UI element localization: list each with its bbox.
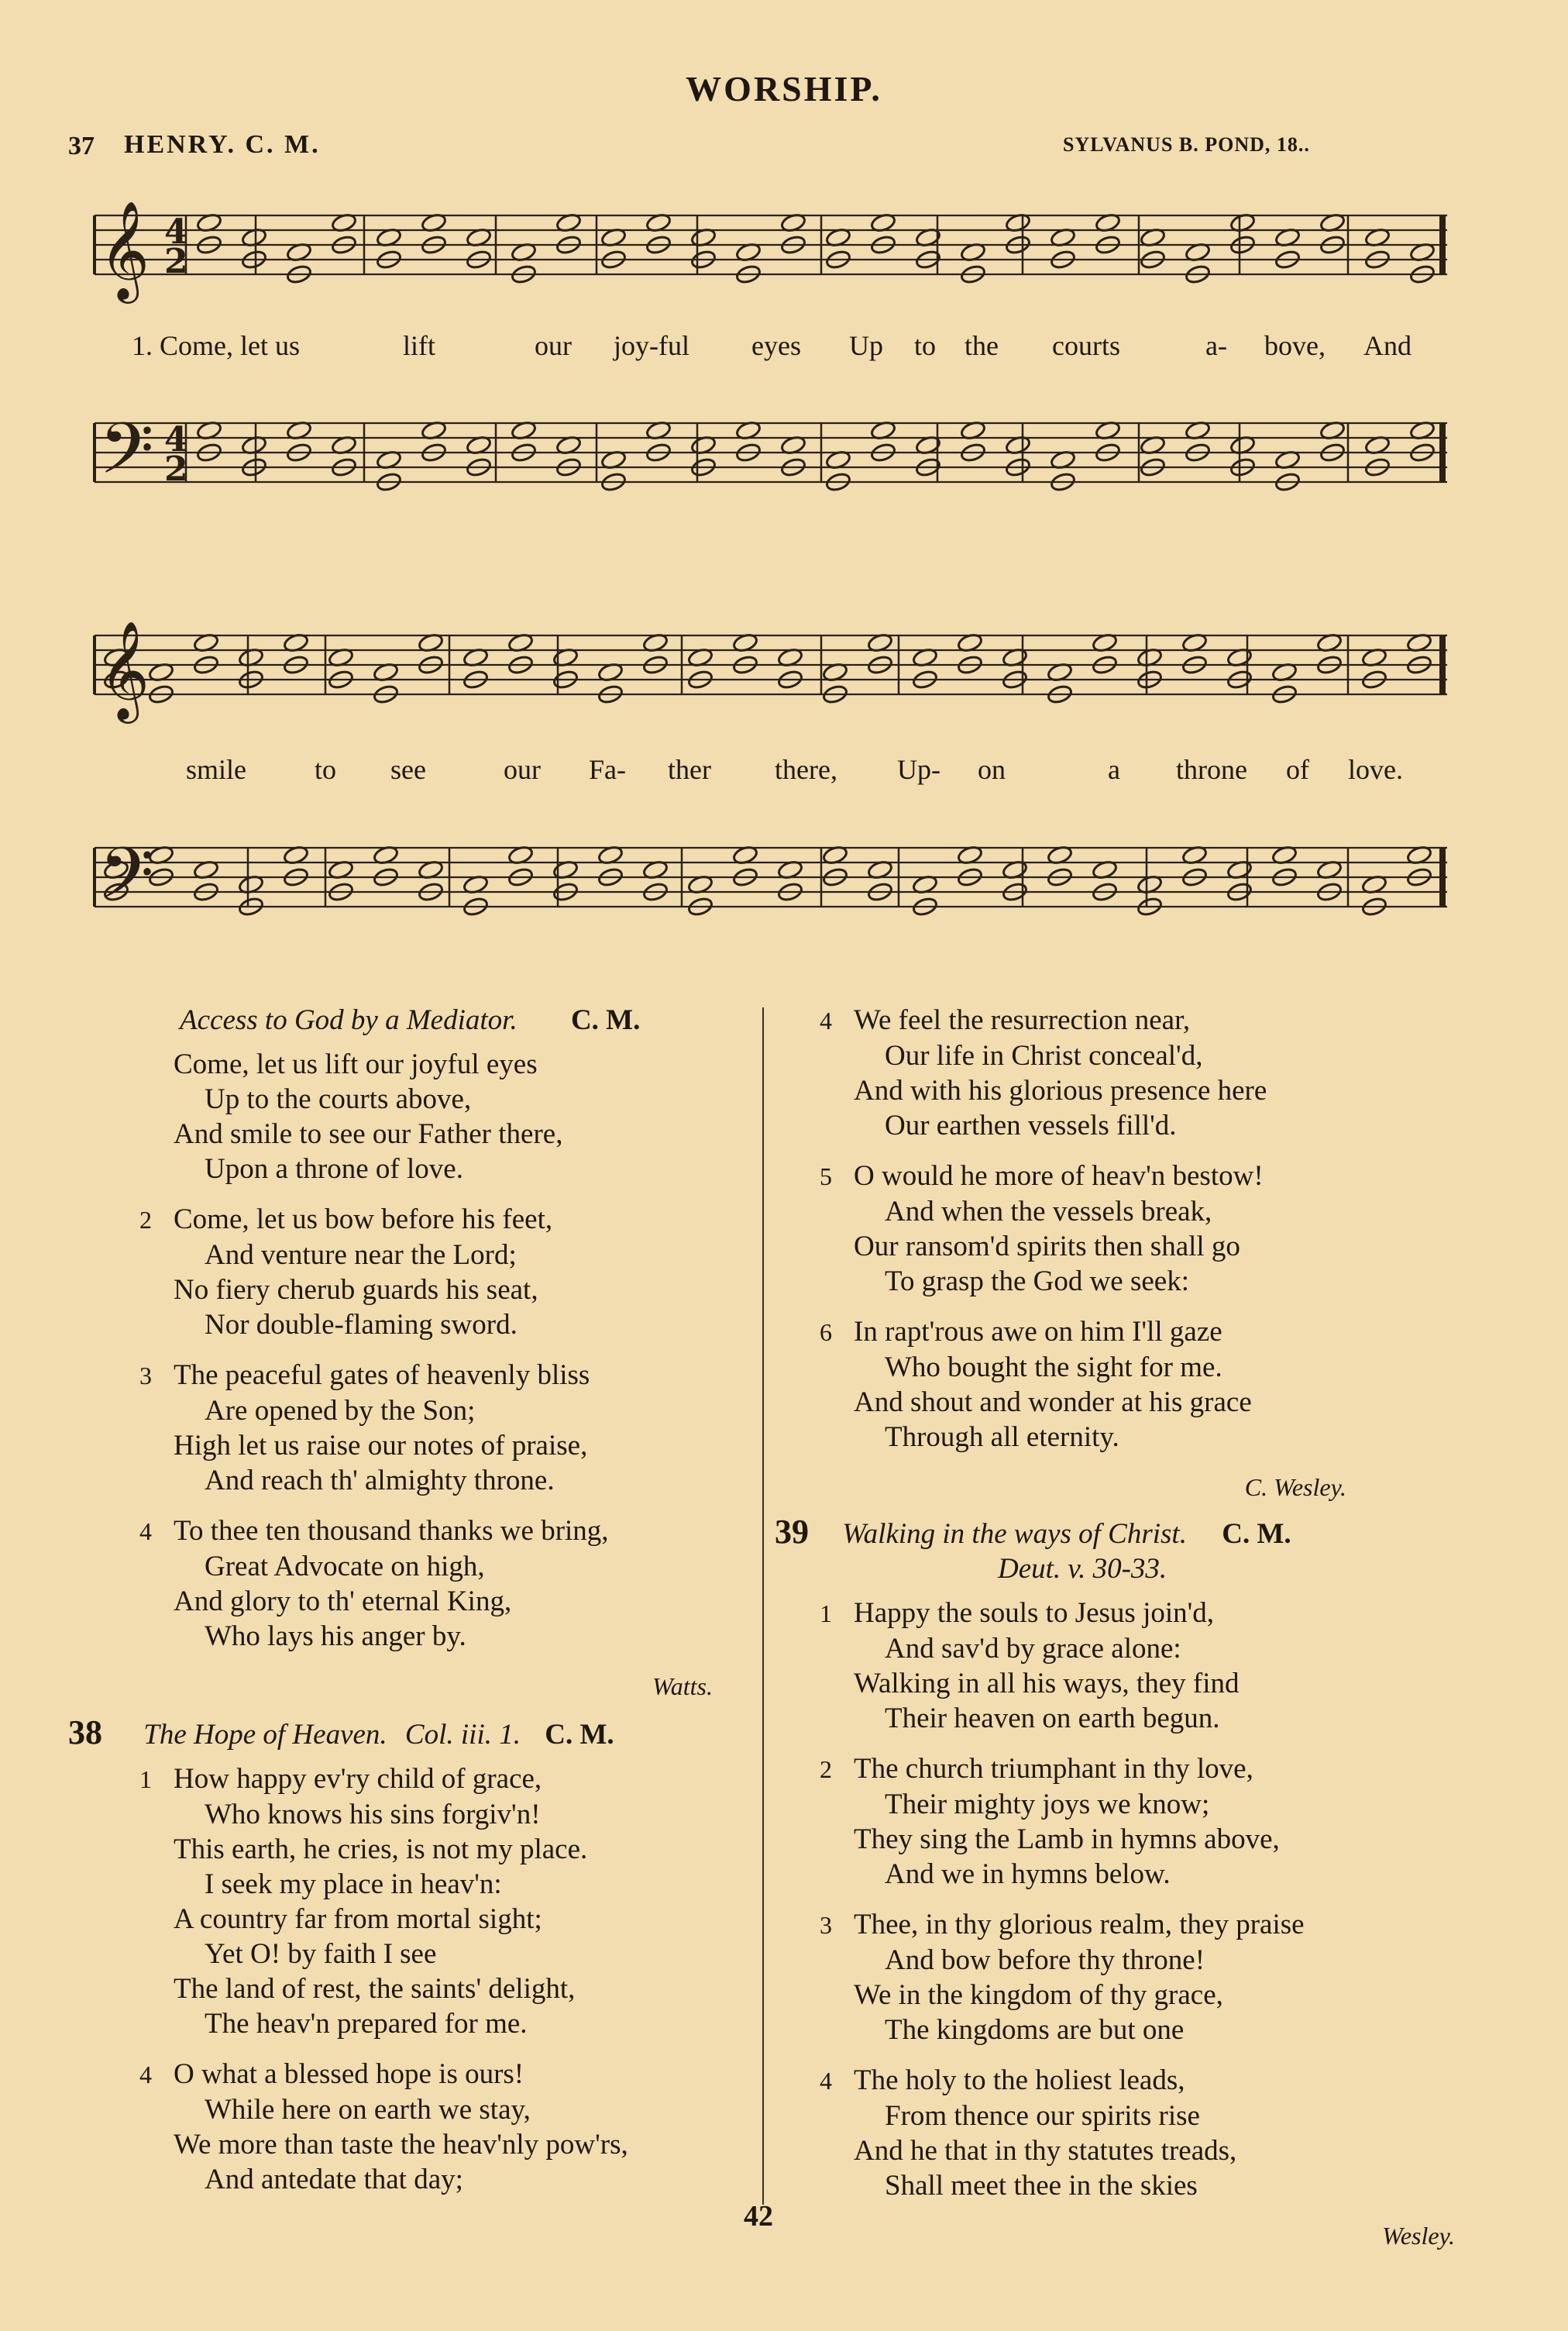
verse-line bbox=[139, 1832, 744, 1867]
lyric-syllable: bove, bbox=[1264, 330, 1326, 361]
verse-text: Happy the souls to Jesus join'd, bbox=[854, 1597, 1215, 1629]
verse-text: The holy to the holiest leads, bbox=[854, 2064, 1185, 2096]
verse-line bbox=[820, 1229, 1517, 1264]
stanza bbox=[820, 1159, 1517, 1299]
verse-text: Through all eternity. bbox=[885, 1421, 1119, 1453]
lyric-syllable: ther bbox=[668, 754, 711, 785]
hymn-meter: C. M. bbox=[545, 1719, 614, 1751]
verse-text: And glory to th' eternal King, bbox=[174, 1586, 512, 1617]
verse-line bbox=[820, 2168, 1517, 2203]
right-column bbox=[775, 1003, 1517, 2254]
verse-line bbox=[820, 1751, 1517, 1787]
stanza bbox=[820, 1907, 1517, 2047]
stanza-gap bbox=[820, 1736, 1517, 1751]
stanza-number: 2 bbox=[820, 1755, 832, 1783]
verse-text: The church triumphant in thy love, bbox=[854, 1753, 1253, 1785]
verse-text: Come, let us lift our joyful eyes bbox=[174, 1048, 538, 1080]
stanza-gap bbox=[820, 2047, 1517, 2063]
lyric-syllable: lift bbox=[403, 330, 435, 361]
verse-text: The kingdoms are but one bbox=[885, 2014, 1185, 2046]
hymn-number: 38 bbox=[68, 1713, 102, 1751]
hymn-reference: Deut. v. 30-33. bbox=[998, 1553, 1167, 1585]
verse-line bbox=[139, 1358, 744, 1393]
verse-line bbox=[820, 2133, 1517, 2168]
staff-lines bbox=[95, 215, 1447, 907]
verse-line bbox=[820, 2013, 1517, 2047]
lyric-syllable: a- bbox=[1205, 330, 1227, 361]
composer: SYLVANUS B. POND, 18.. bbox=[1063, 133, 1310, 156]
stanza bbox=[139, 1513, 744, 1654]
verse-text: Up to the courts above, bbox=[205, 1083, 472, 1115]
verse-line bbox=[139, 2092, 744, 2127]
verse-text: And smile to see our Father there, bbox=[174, 1118, 563, 1150]
verse-text: And shout and wonder at his grace bbox=[854, 1386, 1252, 1418]
hymn-number: 39 bbox=[775, 1513, 809, 1551]
stanza-gap bbox=[139, 1342, 744, 1358]
verse-line bbox=[139, 1937, 744, 1971]
verse-line bbox=[139, 1047, 744, 1082]
stanza bbox=[139, 1047, 744, 1186]
verse-line bbox=[820, 1108, 1517, 1143]
hymn-title: Walking in the ways of Christ. bbox=[842, 1518, 1187, 1550]
verse-line bbox=[820, 1666, 1517, 1701]
lyric-syllable: 1. Come, let us bbox=[132, 330, 300, 361]
lyric-syllable: love. bbox=[1348, 754, 1403, 785]
stanza-number: 5 bbox=[820, 1162, 832, 1190]
lyric-syllable: And bbox=[1363, 330, 1412, 361]
lyric-syllable: Fa- bbox=[589, 754, 626, 785]
stanza-gap bbox=[820, 1143, 1517, 1159]
stanza-gap bbox=[820, 1455, 1517, 1470]
treble-clef: 𝄞 bbox=[99, 200, 150, 299]
bass-clef: 𝄢 bbox=[99, 408, 154, 507]
sheet-music bbox=[0, 0, 1568, 992]
lyric-syllable: to bbox=[315, 754, 337, 785]
verse-text: To grasp the God we seek: bbox=[885, 1265, 1189, 1297]
verse-line bbox=[820, 1631, 1517, 1666]
verse-line bbox=[820, 1038, 1517, 1073]
hymn-attribution: C. Wesley. bbox=[1244, 1473, 1346, 1501]
stanza-number: 1 bbox=[139, 1765, 152, 1793]
verse-text: Come, let us bow before his feet, bbox=[174, 1203, 553, 1235]
left-column bbox=[68, 1003, 744, 2212]
verse-line bbox=[820, 1194, 1517, 1229]
lyric-syllable: smile bbox=[186, 754, 246, 785]
verse-text: Walking in all his ways, they find bbox=[854, 1668, 1240, 1699]
verse-line bbox=[820, 1003, 1517, 1038]
verse-line bbox=[139, 1428, 744, 1463]
verse-line bbox=[820, 1385, 1517, 1420]
notes bbox=[103, 212, 1436, 918]
verse-text: Who lays his anger by. bbox=[205, 1620, 466, 1652]
verse-line bbox=[139, 2057, 744, 2092]
lyric-syllable: courts bbox=[1052, 330, 1120, 361]
verse-line bbox=[820, 2063, 1517, 2099]
lyric-syllable: our bbox=[535, 330, 572, 361]
verse-line bbox=[139, 2162, 744, 2197]
verse-line bbox=[820, 1978, 1517, 2013]
page-title: WORSHIP. bbox=[686, 69, 882, 108]
lyric-syllable: Up- bbox=[897, 754, 940, 785]
stanza bbox=[139, 2057, 744, 2197]
verse-text: We more than taste the heav'nly pow'rs, bbox=[174, 2129, 628, 2161]
verse-text: O what a blessed hope is ours! bbox=[174, 2058, 524, 2090]
verse-line bbox=[139, 1117, 744, 1152]
lyric-syllable: there, bbox=[775, 754, 837, 785]
verse-text: Great Advocate on high, bbox=[205, 1551, 485, 1582]
verse-text: And bow before thy throne! bbox=[885, 1944, 1205, 1976]
hymn-meter: C. M. bbox=[1222, 1518, 1291, 1550]
hymn-stanzas bbox=[820, 1003, 1517, 1470]
verse-line bbox=[139, 1272, 744, 1307]
verse-line bbox=[820, 1314, 1517, 1350]
stanza-number: 2 bbox=[139, 1206, 152, 1234]
treble-clef: 𝄞 bbox=[99, 620, 150, 719]
verse-line bbox=[139, 1902, 744, 1937]
verse-text: Their heaven on earth begun. bbox=[885, 1703, 1220, 1734]
stanza-gap bbox=[820, 1299, 1517, 1314]
verse-line bbox=[820, 1701, 1517, 1736]
lyric-syllable: a bbox=[1108, 754, 1120, 785]
verse-line bbox=[820, 1420, 1517, 1455]
hymn-heading bbox=[139, 1003, 744, 1038]
verse-line bbox=[820, 1264, 1517, 1299]
verse-line bbox=[820, 1073, 1517, 1108]
lyric-syllable: the bbox=[965, 330, 999, 361]
stanza bbox=[139, 1761, 744, 2041]
verse-line bbox=[820, 2099, 1517, 2133]
stanza-gap bbox=[139, 1186, 744, 1202]
verse-text: This earth, he cries, is not my place. bbox=[174, 1833, 588, 1865]
stanza-number: 1 bbox=[820, 1599, 832, 1627]
tune-number: 37 bbox=[68, 132, 95, 160]
verse-text: The land of rest, the saints' delight, bbox=[174, 1973, 576, 2005]
hymn-reference: Col. iii. 1. bbox=[404, 1719, 521, 1751]
time-signature: 2 bbox=[164, 449, 188, 489]
verse-text: Our life in Christ conceal'd, bbox=[885, 1040, 1203, 1072]
hymn-title: The Hope of Heaven. bbox=[143, 1719, 387, 1751]
verse-text: And he that in thy statutes treads, bbox=[854, 2135, 1237, 2167]
verse-line bbox=[139, 1619, 744, 1654]
hymn-stanzas bbox=[139, 1761, 744, 2212]
hymn-heading bbox=[68, 1715, 744, 1752]
verse-text: How happy ev'ry child of grace, bbox=[174, 1763, 542, 1795]
verse-line bbox=[820, 1159, 1517, 1194]
hymn-attribution: Wesley. bbox=[1382, 2222, 1455, 2250]
time-signature: 4 bbox=[164, 212, 188, 252]
lyric-syllable: to bbox=[914, 330, 937, 361]
stanza-gap bbox=[139, 2197, 744, 2212]
verse-line bbox=[139, 2006, 744, 2041]
stanza-number: 3 bbox=[139, 1362, 152, 1389]
stanza-number: 3 bbox=[820, 1911, 832, 1939]
bar-lines bbox=[95, 215, 1442, 907]
lyric-syllable: our bbox=[504, 754, 541, 785]
verse-line bbox=[820, 1943, 1517, 1978]
verse-text: No fiery cherub guards his seat, bbox=[174, 1274, 538, 1306]
verse-text: They sing the Lamb in hymns above, bbox=[854, 1823, 1280, 1855]
stanza-number: 4 bbox=[139, 1517, 152, 1545]
lyric-syllable: see bbox=[390, 754, 426, 785]
verse-text: And with his glorious presence here bbox=[854, 1075, 1267, 1107]
stanza-number: 4 bbox=[139, 2061, 152, 2088]
clefs bbox=[99, 200, 188, 931]
verse-line bbox=[139, 1549, 744, 1584]
stanza-number: 4 bbox=[820, 2067, 832, 2095]
verse-text: Thee, in thy glorious realm, they praise bbox=[854, 1909, 1305, 1940]
stanza bbox=[820, 1314, 1517, 1455]
verse-line bbox=[139, 1393, 744, 1428]
verse-line bbox=[139, 1584, 744, 1619]
lyric-syllable: Up bbox=[849, 330, 883, 361]
verse-text: While here on earth we stay, bbox=[205, 2094, 531, 2126]
verse-text: Who knows his sins forgiv'n! bbox=[205, 1799, 541, 1830]
hymn-attribution: Watts. bbox=[652, 1672, 713, 1700]
hymn-stanzas bbox=[139, 1047, 744, 1669]
stanza-gap bbox=[139, 1654, 744, 1669]
tune-name: HENRY. C. M. bbox=[124, 130, 321, 159]
verse-line bbox=[820, 1822, 1517, 1857]
stanza-number: 6 bbox=[820, 1318, 832, 1346]
verse-line bbox=[139, 1513, 744, 1549]
verse-line bbox=[139, 1797, 744, 1832]
stanza bbox=[820, 2063, 1517, 2203]
verse-text: In rapt'rous awe on him I'll gaze bbox=[854, 1316, 1222, 1348]
verse-line bbox=[139, 1152, 744, 1186]
verse-line bbox=[820, 1907, 1517, 1943]
verse-text: Are opened by the Son; bbox=[205, 1395, 476, 1427]
page-number: 42 bbox=[744, 2200, 773, 2233]
verse-text: Upon a throne of love. bbox=[205, 1153, 463, 1185]
verse-line bbox=[139, 1202, 744, 1238]
verse-text: And reach th' almighty throne. bbox=[205, 1465, 555, 1496]
verse-line bbox=[820, 1596, 1517, 1631]
verse-text: O would he more of heav'n bestow! bbox=[854, 1160, 1264, 1192]
hymn-heading bbox=[775, 1514, 1517, 1551]
stanza bbox=[820, 1751, 1517, 1892]
stanza bbox=[820, 1596, 1517, 1736]
verse-text: Nor double-flaming sword. bbox=[205, 1309, 518, 1341]
verse-text: A country far from mortal sight; bbox=[174, 1903, 542, 1935]
verse-text: Our ransom'd spirits then shall go bbox=[854, 1231, 1240, 1262]
hymn-meter: C. M. bbox=[570, 1004, 641, 1036]
stanza bbox=[139, 1202, 744, 1342]
verse-text: And antedate that day; bbox=[205, 2164, 463, 2195]
stanza-gap bbox=[820, 1892, 1517, 1907]
verse-text: High let us raise our notes of praise, bbox=[174, 1430, 588, 1462]
bass-clef: 𝄢 bbox=[99, 832, 154, 931]
verse-text: And venture near the Lord; bbox=[205, 1239, 517, 1271]
verse-text: Shall meet thee in the skies bbox=[885, 2170, 1198, 2202]
lyric-syllable: joy-ful bbox=[614, 330, 689, 361]
verse-line bbox=[139, 1307, 744, 1342]
verse-text: The peaceful gates of heavenly bliss bbox=[174, 1359, 590, 1391]
verse-text: And we in hymns below. bbox=[885, 1858, 1171, 1890]
verse-line bbox=[820, 1787, 1517, 1822]
lyric-syllable: of bbox=[1286, 754, 1309, 785]
verse-line bbox=[139, 1082, 744, 1117]
verse-text: I seek my place in heav'n: bbox=[205, 1868, 502, 1900]
verse-line bbox=[139, 1238, 744, 1272]
stanza-number: 4 bbox=[820, 1007, 832, 1035]
stanza-gap bbox=[820, 2203, 1517, 2219]
verse-text: Our earthen vessels fill'd. bbox=[885, 1110, 1177, 1141]
verse-line bbox=[820, 1857, 1517, 1892]
verse-text: We feel the resurrection near, bbox=[854, 1004, 1191, 1036]
hymn-title: Access to God by a Mediator. bbox=[180, 1004, 518, 1036]
verse-line bbox=[139, 2127, 744, 2162]
verse-text: And sav'd by grace alone: bbox=[885, 1633, 1181, 1665]
stanza-gap bbox=[139, 2041, 744, 2057]
time-signature: 4 bbox=[164, 420, 188, 460]
stanza-gap bbox=[139, 1498, 744, 1513]
verse-line bbox=[820, 1350, 1517, 1385]
verse-line bbox=[139, 1867, 744, 1902]
time-signature: 2 bbox=[164, 242, 188, 281]
verse-text: Their mighty joys we know; bbox=[885, 1789, 1210, 1820]
verse-text: The heav'n prepared for me. bbox=[205, 2008, 528, 2040]
verse-text: We in the kingdom of thy grace, bbox=[854, 1979, 1223, 2011]
verse-line bbox=[139, 1463, 744, 1498]
verse-text: To thee ten thousand thanks we bring, bbox=[174, 1515, 609, 1547]
stanza bbox=[139, 1358, 744, 1498]
column-divider bbox=[762, 1007, 764, 2205]
verse-text: From thence our spirits rise bbox=[885, 2100, 1200, 2132]
verse-line bbox=[139, 1761, 744, 1797]
lyric-syllable: on bbox=[978, 754, 1006, 785]
lyric-syllable: throne bbox=[1176, 754, 1247, 785]
hymn-stanzas bbox=[820, 1596, 1517, 2219]
lyric-syllable: eyes bbox=[751, 330, 801, 361]
verse-line bbox=[139, 1971, 744, 2006]
verse-text: Who bought the sight for me. bbox=[885, 1351, 1222, 1383]
stanza bbox=[820, 1003, 1517, 1143]
verse-text: And when the vessels break, bbox=[885, 1196, 1212, 1227]
verse-text: Yet O! by faith I see bbox=[205, 1938, 437, 1970]
